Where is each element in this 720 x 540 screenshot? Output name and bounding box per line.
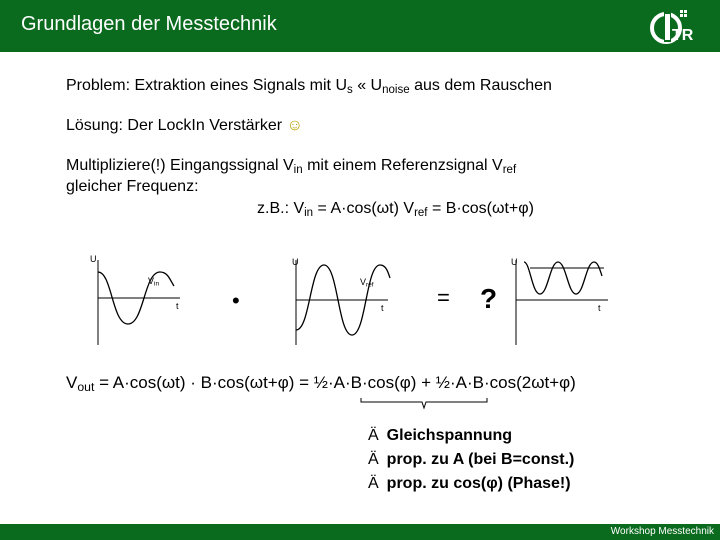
footer-bar [0, 524, 720, 540]
plot-vref-signal-label [360, 278, 374, 287]
multiply-sub-in: in [293, 163, 303, 176]
university-logo-icon [650, 6, 694, 46]
plot-vref-signal-v: V [360, 277, 367, 287]
plot-vin-signal-sub: in [154, 280, 160, 288]
equals-sign: = [437, 285, 450, 310]
plot-vref-y-label: U [292, 257, 299, 267]
plot-vin-graph [90, 250, 200, 350]
example-sub-ref: ref [414, 206, 428, 219]
bullet-text: Gleichspannung [386, 427, 513, 444]
plot-vin [90, 250, 200, 350]
bullet-gleichspannung [368, 428, 512, 444]
formula-sub-out: out [77, 380, 95, 395]
page-title: Grundlagen der Messtechnik [21, 13, 277, 35]
plot-vout-graph [508, 250, 618, 350]
plot-vout [508, 250, 618, 350]
underbrace [360, 398, 490, 412]
multiply-line-1 [66, 158, 516, 174]
plot-vin-y-label: U [90, 254, 97, 264]
example-sub-in: in [304, 206, 314, 219]
problem-suffix: aus dem Rauschen [409, 77, 552, 94]
bullet-text: prop. zu cos(φ) (Phase!) [386, 475, 571, 492]
example-line [257, 201, 534, 217]
bullet-prop-a [368, 452, 574, 468]
plot-vout-x-label: t [598, 303, 601, 313]
problem-prefix: Problem: Extraktion eines Signals mit U [66, 77, 347, 94]
footer-text: Workshop Messtechnik [610, 526, 714, 537]
plot-vref-x-label: t [381, 303, 384, 313]
multiply-text-b: mit einem Referenzsignal V [302, 157, 503, 174]
plot-vin-x-label: t [176, 301, 179, 311]
header-bar [0, 0, 720, 52]
multiply-line-2: gleicher Frequenz: [66, 178, 199, 195]
question-mark: ? [480, 283, 498, 314]
plot-vref-graph [288, 250, 408, 350]
formula-a: V [66, 373, 78, 392]
plot-vout-y-label: U [511, 257, 518, 267]
arrow-icon: Ä [368, 475, 379, 492]
arrow-icon: Ä [368, 451, 379, 468]
problem-sub-noise: noise [382, 83, 410, 96]
loesung-text: Lösung: Der LockIn Verstärker [66, 117, 283, 134]
example-c: = B·cos(ωt+φ) [427, 200, 534, 217]
loesung-line [66, 118, 303, 134]
formula-line [66, 373, 576, 395]
svg-text:TR: TR [672, 27, 694, 44]
multiply-text-a: Multipliziere(!) Eingangssignal V [66, 157, 294, 174]
example-a: z.B.: V [257, 200, 305, 217]
multiply-sub-ref: ref [502, 163, 517, 176]
problem-line [66, 78, 552, 94]
multiply-dot-icon: • [232, 288, 240, 313]
formula-b: = A·cos(ωt) · B·cos(ωt+φ) = ½·A·B·cos(φ) + ½·A·B·cos(2ωt+φ) [94, 373, 576, 392]
plot-vin-signal-label [148, 277, 159, 286]
bullet-text: prop. zu A (bei B=const.) [386, 451, 575, 468]
plot-vref [288, 250, 408, 350]
example-b: = A·cos(ωt) V [313, 200, 415, 217]
arrow-icon: Ä [368, 427, 379, 444]
problem-sub-s: s [347, 83, 353, 96]
smiley-icon: ☺ [286, 117, 303, 134]
problem-mid: « U [352, 77, 383, 94]
underbrace-shape [360, 398, 490, 412]
plot-vin-signal-v: V [148, 276, 155, 286]
plot-vref-signal-sub: ref [366, 281, 374, 289]
bullet-prop-cos [368, 476, 571, 492]
